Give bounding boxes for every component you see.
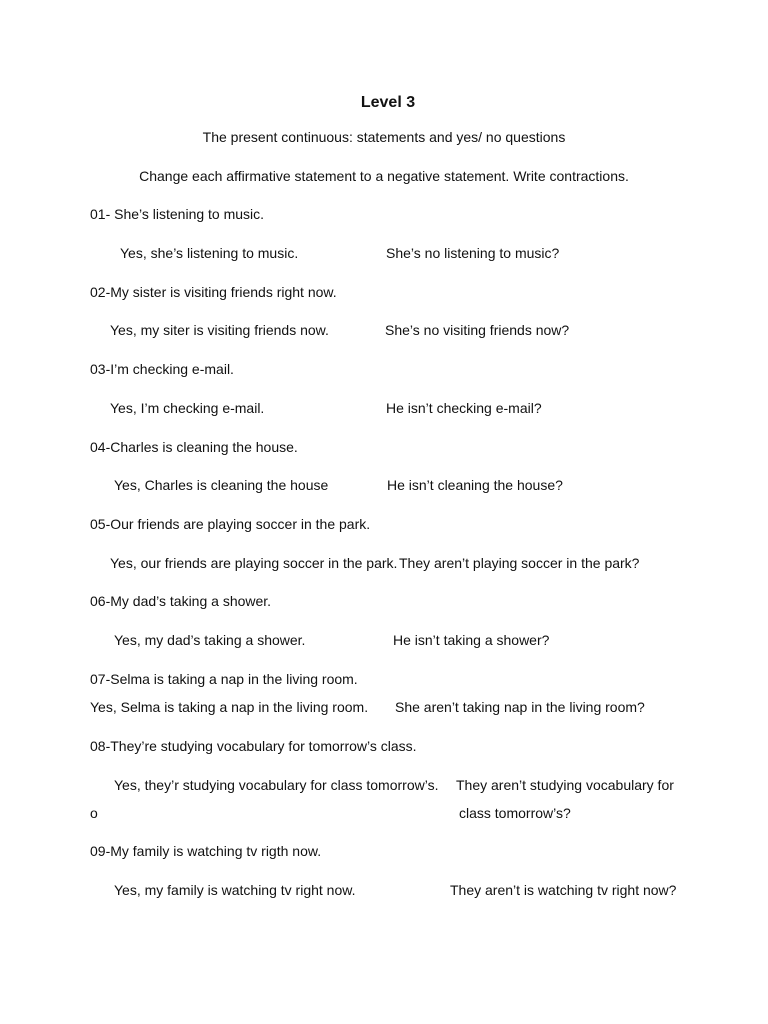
answer-affirmative: Yes, I’m checking e-mail. [110,400,265,416]
answer-negative: He isn’t checking e-mail? [386,400,542,416]
exercise-prompt: 04-Charles is cleaning the house. [90,439,298,455]
answer-negative: She’s no visiting friends now? [385,322,570,338]
exercise-prompt: 05-Our friends are playing soccer in the park. [90,516,371,532]
answer-affirmative: Yes, my siter is visiting friends now. [110,322,329,338]
answer-affirmative: Yes, Charles is cleaning the house [114,477,329,493]
answer-affirmative: Yes, she’s listening to music. [120,245,299,261]
exercise-prompt: 09-My family is watching tv rigth now. [90,843,322,859]
answer-negative: They aren’t is watching tv right now? [450,882,677,898]
answer-negative: She’s no listening to music? [386,245,560,261]
answer-negative: They aren’t studying vocabulary for [456,777,674,793]
exercise-prompt: 06-My dad’s taking a shower. [90,593,272,609]
exercise-prompt: 01- She’s listening to music. [90,206,265,222]
answer-negative: He isn’t taking a shower? [393,632,550,648]
exercise-prompt: 02-My sister is visiting friends right now. [90,284,337,300]
answer-negative: He isn’t cleaning the house? [387,477,563,493]
answer-negative: She aren’t taking nap in the living room? [395,699,645,715]
worksheet-title: Level 3 [360,94,416,111]
worksheet-topic: The present continuous: statements and yes/ no questions [202,129,566,145]
answer-negative-continuation: class tomorrow’s? [459,805,571,821]
answer-affirmative: Yes, they’r studying vocabulary for class tomorrow’s. [114,777,439,793]
answer-affirmative: Yes, my dad’s taking a shower. [114,632,306,648]
answer-affirmative-continuation: o [90,805,98,821]
answer-affirmative: Yes, my family is watching tv right now. [114,882,356,898]
worksheet-instruction: Change each affirmative statement to a negative statement. Write contractions. [139,168,629,184]
answer-affirmative: Yes, our friends are playing soccer in the park. [110,555,398,571]
exercise-prompt: 03-I’m checking e-mail. [90,361,234,377]
exercise-prompt: 08-They’re studying vocabulary for tomorrow’s class. [90,738,417,754]
answer-affirmative: Yes, Selma is taking a nap in the living room. [90,699,369,715]
exercise-prompt: 07-Selma is taking a nap in the living room. [90,671,358,687]
answer-negative: They aren’t playing soccer in the park? [399,555,640,571]
